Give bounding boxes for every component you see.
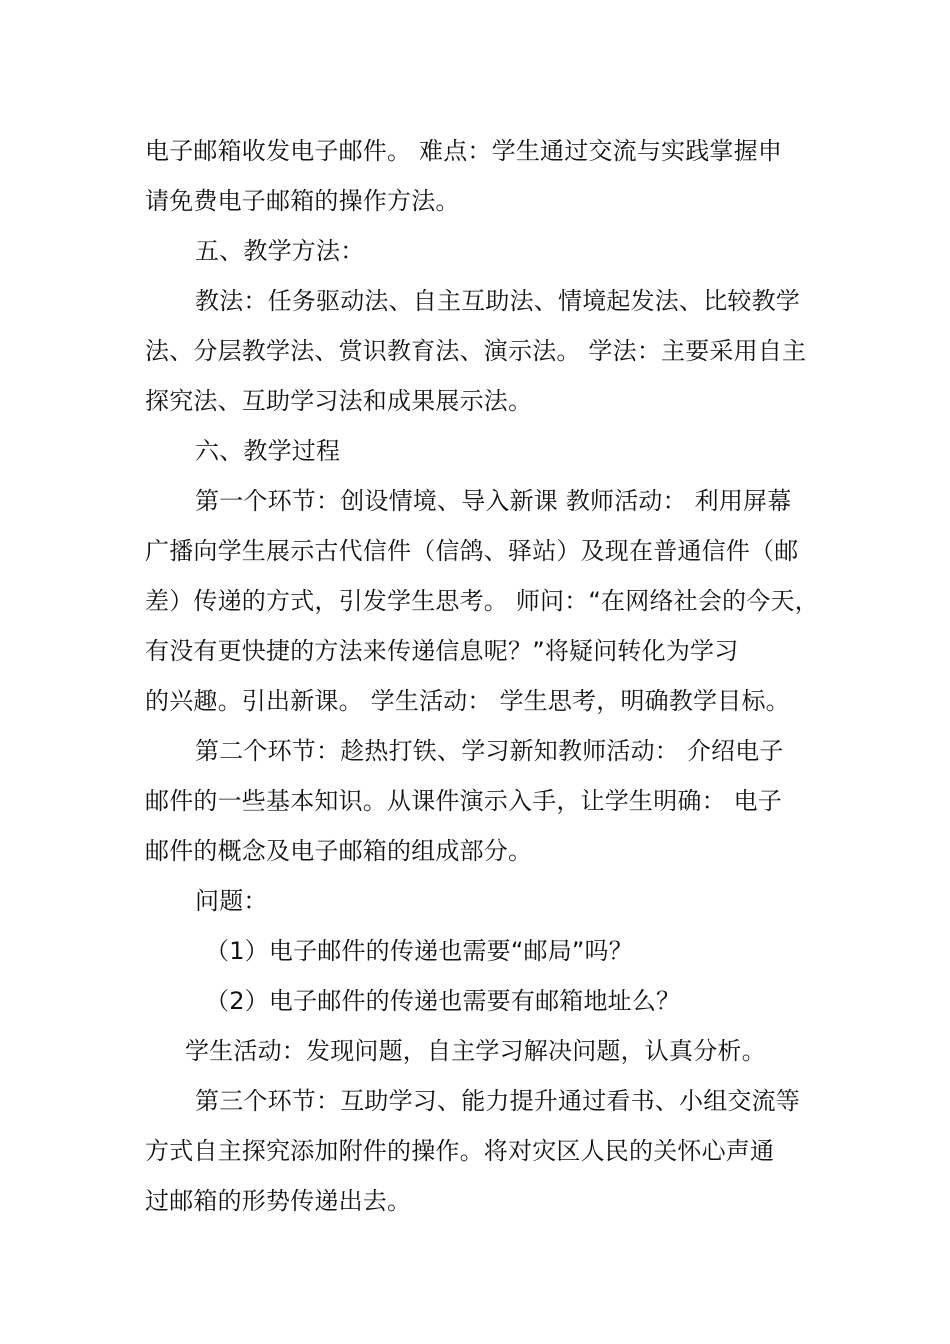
text-line-11: 有没有更快捷的方法来传递信息呢？”将疑问转化为学习 bbox=[145, 637, 739, 665]
text-line-15: 邮件的概念及电子邮箱的组成部分。 bbox=[145, 837, 533, 865]
text-line-2: 请免费电子邮箱的操作方法。 bbox=[145, 187, 460, 215]
question-2: （2）电子邮件的传递也需要有邮箱地址么？ bbox=[205, 987, 681, 1015]
text-line-10: 差）传递的方式，引发学生思考。 师问：“在网络社会的今天， bbox=[145, 587, 819, 615]
text-line-21: 方式自主探究添加附件的操作。将对灾区人民的关怀心声通 bbox=[145, 1137, 775, 1165]
questions-label: 问题： bbox=[195, 887, 268, 915]
section-heading-teaching-process: 六、教学过程 bbox=[195, 437, 341, 465]
section-heading-teaching-methods: 五、教学方法： bbox=[195, 237, 365, 265]
text-line-13: 第二个环节：趁热打铁、学习新知教师活动： 介绍电子 bbox=[195, 737, 784, 765]
question-1: （1）电子邮件的传递也需要“邮局”吗？ bbox=[205, 937, 633, 965]
text-line-6: 探究法、互助学习法和成果展示法。 bbox=[145, 387, 533, 415]
text-line-8: 第一个环节：创设情境、导入新课 教师活动： 利用屏幕 bbox=[195, 487, 792, 515]
text-line-4: 教法：任务驱动法、自主互助法、情境起发法、比较教学 bbox=[195, 287, 800, 315]
text-line-20: 第三个环节：互助学习、能力提升通过看书、小组交流等 bbox=[195, 1087, 800, 1115]
text-line-22: 过邮箱的形势传递出去。 bbox=[145, 1187, 412, 1215]
text-line-14: 邮件的一些基本知识。从课件演示入手，让学生明确： 电子 bbox=[145, 787, 783, 815]
text-line-12: 的兴趣。引出新课。 学生活动： 学生思考，明确教学目标。 bbox=[145, 687, 790, 715]
student-activity-line: 学生活动：发现问题，自主学习解决问题，认真分析。 bbox=[185, 1037, 766, 1065]
text-line-9: 广播向学生展示古代信件（信鸽、驿站）及现在普通信件（邮 bbox=[145, 537, 799, 565]
text-line-1: 电子邮箱收发电子邮件。 难点：学生通过交流与实践掌握申 bbox=[145, 137, 783, 165]
text-line-5: 法、分层教学法、赏识教育法、演示法。 学法：主要采用自主 bbox=[145, 337, 807, 365]
